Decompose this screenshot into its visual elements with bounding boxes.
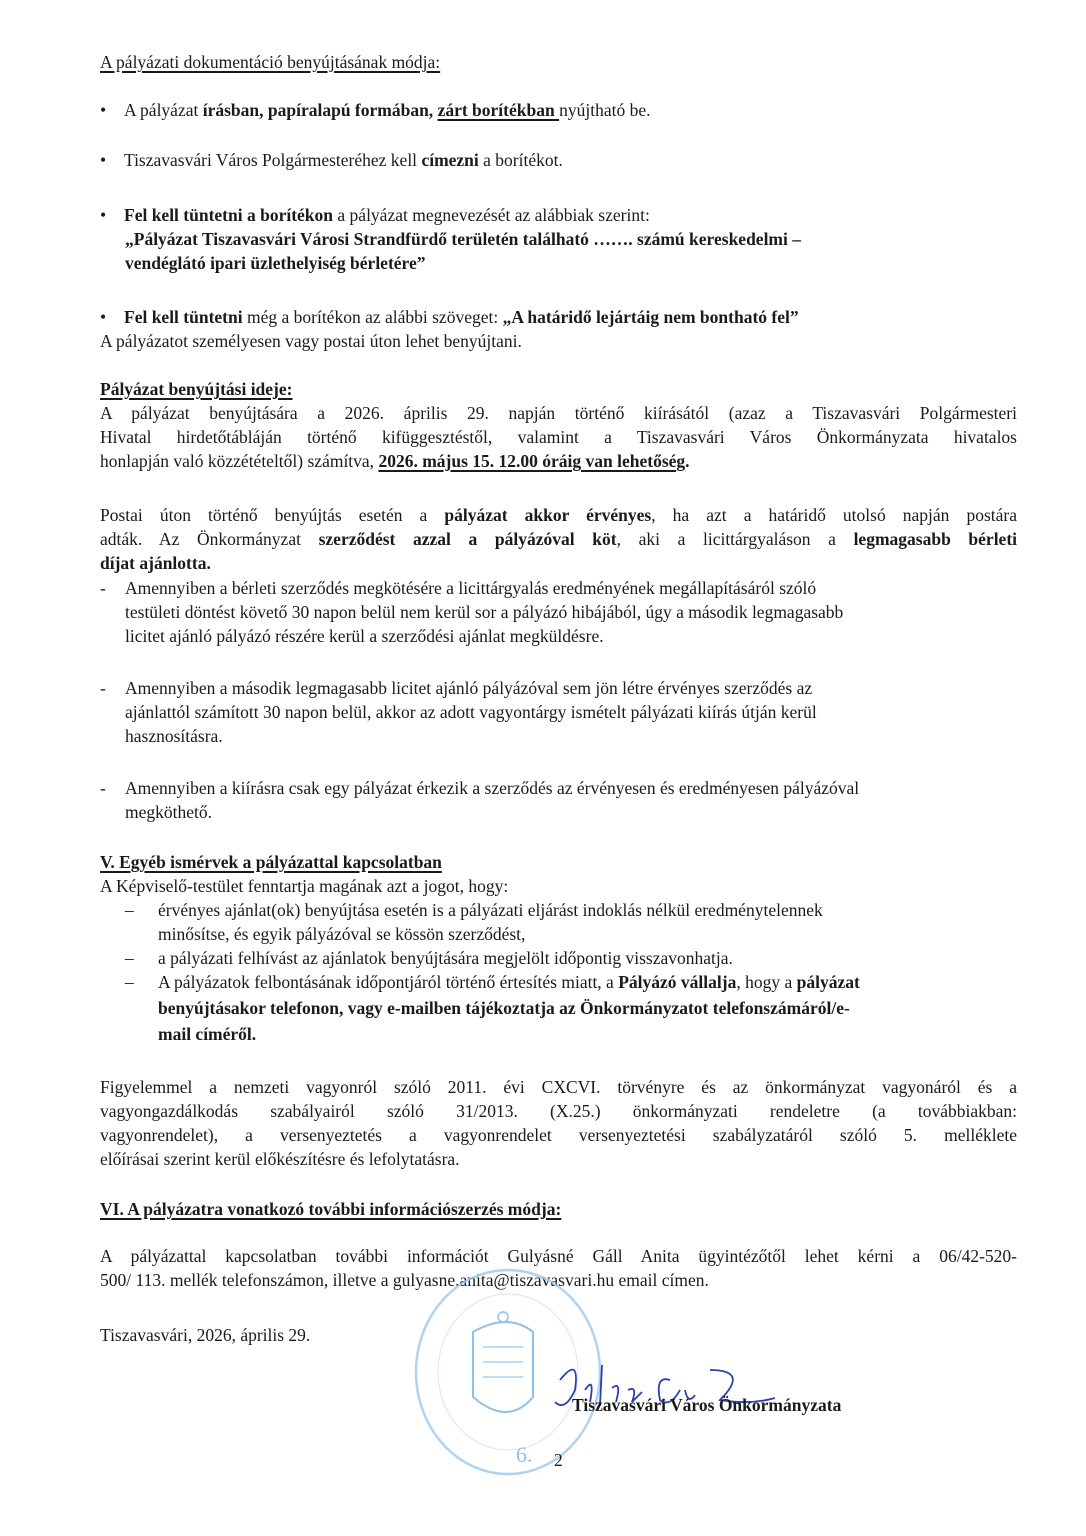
email-link[interactable]: gulyasne.anita@tiszavasvari.hu	[392, 1270, 615, 1290]
contact-line2: 500/ 113. mellék telefonszámon, illetve a gulyasne.anita@tiszavasvari.hu email címen.	[100, 1270, 709, 1290]
condition-3-line1: Amennyiben a kiírásra csak egy pályázat érkezik a szerződés az érvényesen és eredményesen pályázóval	[125, 778, 860, 798]
postal-line3: díjat ajánlotta.	[100, 553, 211, 573]
bullet-item-4: • Fel kell tüntetni még a borítékon az alábbi szöveget: „A határidő lejártáig nem bontható fel”	[100, 307, 799, 327]
right-2: a pályázati felhívást az ajánlatok benyújtására megjelölt időpontig visszavonhatja.	[158, 948, 733, 968]
submission-note: A pályázatot személyesen vagy postai úton lehet benyújtani.	[100, 331, 522, 351]
contact-line1: A pályázattal kapcsolatban további információt Gulyásné Gáll Anita ügyintézőtől lehet kérni a 06/42-520-	[100, 1246, 1017, 1266]
dash-icon: –	[125, 948, 134, 968]
deadline-line1: A pályázat benyújtására a 2026. április 29. napján történő kiírásától (azaz a Tiszavasvári Polgármesteri	[100, 403, 1017, 423]
dash-icon: -	[100, 678, 106, 698]
deadline-line3: honlapján való közzétételtől) számítva, 2026. május 15. 12.00 óráig van lehetőség.	[100, 451, 690, 471]
right-3-line2: benyújtásakor telefonon, vagy e-mailben tájékoztatja az Önkormányzatot telefonszámáról/e-	[158, 998, 850, 1018]
condition-2-line1: Amennyiben a második legmagasabb licitet ajánló pályázóval sem jön létre érvényes szerződés az	[125, 678, 813, 698]
dash-icon: -	[100, 778, 106, 798]
heading-section-v: V. Egyéb ismérvek a pályázattal kapcsolatban	[100, 852, 442, 872]
deadline-line2: Hivatal hirdetőtábláján történő kifüggesztéstől, valamint a Tiszavasvári Város Önkormányzata hivatalos	[100, 427, 1017, 447]
condition-3-line2: megköthető.	[125, 802, 212, 822]
heading-submission-method: A pályázati dokumentáció benyújtásának módja:	[100, 52, 441, 72]
condition-2-line3: hasznosításra.	[125, 726, 223, 746]
bullet-item-1: • A pályázat írásban, papíralapú formában, zárt borítékban nyújtható be.	[100, 100, 651, 120]
bullet-icon: •	[100, 205, 107, 225]
section-v-intro: A Képviselő-testület fenntartja magának azt a jogot, hogy:	[100, 876, 509, 896]
dash-icon: -	[100, 578, 106, 598]
envelope-title-quote-line1: „Pályázat Tiszavasvári Városi Strandfürdő területén található ……. számú kereskedelmi –	[125, 229, 801, 249]
legal-line4: előírásai szerint kerül előkészítésre és lefolytatásra.	[100, 1149, 460, 1169]
bullet-icon: •	[100, 307, 107, 327]
heading-section-vi: VI. A pályázatra vonatkozó további információszerzés módja:	[100, 1199, 562, 1219]
right-3-line3: mail címéről.	[158, 1024, 257, 1044]
bullet-item-3: • Fel kell tüntetni a borítékon a pályázat megnevezését az alábbiak szerint:	[100, 205, 650, 225]
bullet-icon: •	[100, 100, 107, 120]
postal-line2: adták. Az Önkormányzat szerződést azzal a pályázóval köt, aki a licittárgyaláson a legmagasabb bérleti	[100, 529, 1018, 549]
svg-text:6.: 6.	[516, 1442, 533, 1467]
dash-icon: –	[125, 900, 134, 920]
envelope-title-quote-line2: vendéglátó ipari üzlethelyiség bérletére”	[125, 253, 426, 273]
deadline-date: 2026. május 15. 12.00 óráig van lehetőség	[378, 451, 686, 471]
legal-line2: vagyongazdálkodás szabályairól szóló 31/2013. (X.25.) önkormányzati rendeletre (a továbbiakban:	[100, 1101, 1017, 1121]
right-3-line1: A pályázatok felbontásának időpontjáról történő értesítés miatt, a Pályázó vállalja, hogy a pályázat	[158, 972, 860, 992]
heading-deadline: Pályázat benyújtási ideje:	[100, 379, 293, 399]
legal-line1: Figyelemmel a nemzeti vagyonról szóló 2011. évi CXCVI. törvényre és az önkormányzat vagyonáról és a	[100, 1077, 1017, 1097]
right-1-line1: érvényes ajánlat(ok) benyújtása esetén is a pályázati eljárást indoklás nélkül eredménytelennek	[158, 900, 823, 920]
postal-line1: Postai úton történő benyújtás esetén a pályázat akkor érvényes, ha azt a határidő utolsó napján postára	[100, 505, 1018, 525]
condition-1-line3: licitet ajánló pályázó részére kerül a szerződési ajánlat megküldésre.	[125, 626, 604, 646]
bullet-item-2: • Tiszavasvári Város Polgármesteréhez kell címezni a borítékot.	[100, 150, 563, 170]
bullet-icon: •	[100, 150, 107, 170]
condition-1-line2: testületi döntést követő 30 napon belül nem kerül sor a pályázó hibájából, úgy a második legmagasabb	[125, 602, 844, 622]
dash-icon: –	[125, 972, 134, 992]
place-date: Tiszavasvári, 2026, április 29.	[100, 1325, 311, 1345]
legal-line3: vagyonrendelet), a versenyeztetés a vagyonrendelet versenyeztetési szabályzatáról szóló 5. melléklete	[100, 1125, 1017, 1145]
page-number: 2	[554, 1450, 563, 1470]
signatory-name: Tiszavasvári Város Önkormányzata	[572, 1395, 842, 1415]
condition-2-line2: ajánlattól számított 30 napon belül, akkor az adott vagyontárgy ismételt pályázati kiírás útján kerül	[125, 702, 817, 722]
condition-1-line1: Amennyiben a bérleti szerződés megkötésére a licittárgyalás eredményének megállapításáról szóló	[125, 578, 817, 598]
right-1-line2: minősítse, és egyik pályázóval se kössön szerződést,	[158, 924, 526, 944]
